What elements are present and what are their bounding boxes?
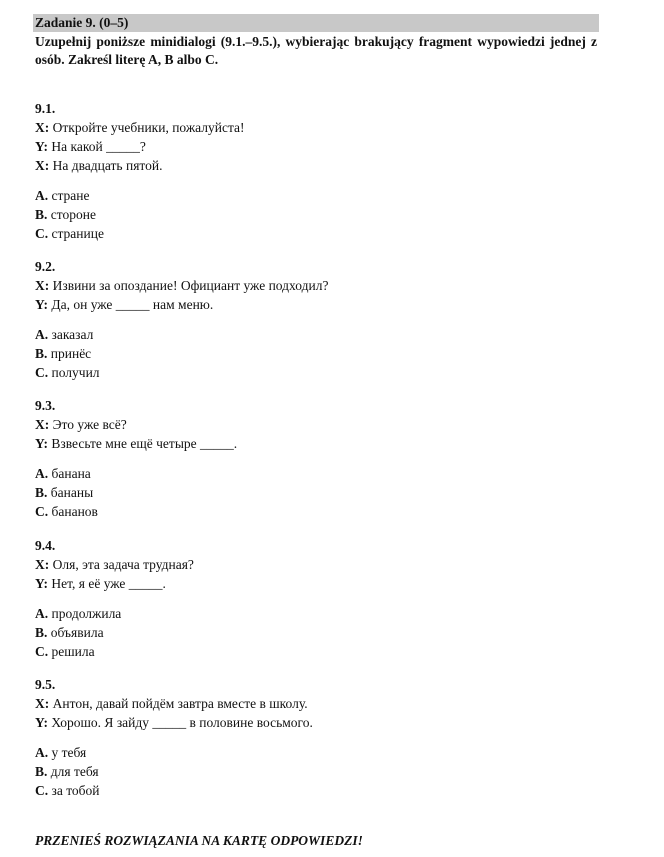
dialogue-text: Оля, эта задача трудная? xyxy=(52,557,194,572)
speaker-label: X: xyxy=(35,557,50,572)
dialogue-text: Извини за опоздание! Официант уже подходил? xyxy=(52,278,329,293)
dialogue-text: Это уже всё? xyxy=(52,417,127,432)
option-text: стране xyxy=(51,188,90,203)
answer-option-b[interactable] xyxy=(35,762,595,781)
answer-option-b[interactable] xyxy=(35,205,595,224)
option-text: бананы xyxy=(50,485,94,500)
option-text: стороне xyxy=(50,207,96,222)
dialogue-line xyxy=(35,118,595,137)
task-number: 9.3. xyxy=(35,398,56,413)
dialogue-text: Нет, я её уже _____. xyxy=(51,576,166,591)
option-text: банана xyxy=(51,466,91,481)
answer-option-b[interactable] xyxy=(35,344,595,363)
dialogue-line xyxy=(35,415,595,434)
option-letter: A. xyxy=(35,606,49,621)
option-text: решила xyxy=(51,644,95,659)
speaker-label: X: xyxy=(35,278,50,293)
speaker-label: X: xyxy=(35,696,50,711)
speaker-label: Y: xyxy=(35,715,49,730)
dialogue-text: На какой _____? xyxy=(51,139,146,154)
option-text: странице xyxy=(51,226,104,241)
dialogue-line xyxy=(35,434,595,453)
dialogue-text: Откройте учебники, пожалуйста! xyxy=(52,120,245,135)
speaker-label: X: xyxy=(35,158,50,173)
speaker-label: Y: xyxy=(35,436,49,451)
option-text: заказал xyxy=(51,327,94,342)
option-letter: C. xyxy=(35,226,49,241)
dialogue-text: Взвесьте мне ещё четыре _____. xyxy=(51,436,238,451)
answer-option-a[interactable] xyxy=(35,464,595,483)
footer-instruction: PRZENIEŚ ROZWIĄZANIA NA KARTĘ ODPOWIEDZI! xyxy=(35,833,363,848)
task-9-2 xyxy=(35,258,595,382)
option-text: получил xyxy=(51,365,100,380)
answer-option-b[interactable] xyxy=(35,483,595,502)
task-9-5 xyxy=(35,676,595,800)
dialogue-text: На двадцать пятой. xyxy=(52,158,163,173)
task-number: 9.1. xyxy=(35,101,56,116)
dialogue-line xyxy=(35,713,595,732)
option-text: принёс xyxy=(50,346,92,361)
task-title: Zadanie 9. (0–5) xyxy=(35,15,129,30)
answer-option-a[interactable] xyxy=(35,743,595,762)
option-letter: A. xyxy=(35,466,49,481)
dialogue-line xyxy=(35,555,595,574)
answer-option-c[interactable] xyxy=(35,502,595,521)
option-letter: C. xyxy=(35,365,49,380)
task-number: 9.4. xyxy=(35,538,56,553)
dialogue-line xyxy=(35,156,595,175)
dialogue-text: Да, он уже _____ нам меню. xyxy=(51,297,214,312)
option-text: для тебя xyxy=(50,764,99,779)
option-letter: A. xyxy=(35,188,49,203)
option-letter: B. xyxy=(35,346,48,361)
dialogue-text: Антон, давай пойдём завтра вместе в школу. xyxy=(52,696,308,711)
answer-option-c[interactable] xyxy=(35,363,595,382)
option-letter: A. xyxy=(35,745,49,760)
option-letter: B. xyxy=(35,485,48,500)
speaker-label: X: xyxy=(35,417,50,432)
dialogue-text: Хорошо. Я зайду _____ в половине восьмого. xyxy=(51,715,313,730)
answer-option-c[interactable] xyxy=(35,781,595,800)
answer-option-a[interactable] xyxy=(35,325,595,344)
speaker-label: Y: xyxy=(35,576,49,591)
option-text: за тобой xyxy=(51,783,100,798)
speaker-label: Y: xyxy=(35,139,49,154)
speaker-label: X: xyxy=(35,120,50,135)
speaker-label: Y: xyxy=(35,297,49,312)
option-text: продолжила xyxy=(51,606,122,621)
option-letter: C. xyxy=(35,644,49,659)
task-instruction: Uzupełnij poniższe minidialogi (9.1.–9.5.), wybierając brakujący fragment wypowiedzi jednej z osób. Zakreśl literę A, B albo C. xyxy=(35,34,597,67)
option-text: у тебя xyxy=(51,745,87,760)
dialogue-line xyxy=(35,574,595,593)
dialogue-line xyxy=(35,276,595,295)
option-text: бананов xyxy=(51,504,98,519)
task-9-1 xyxy=(35,100,595,243)
option-letter: C. xyxy=(35,783,49,798)
task-9-4 xyxy=(35,537,595,661)
option-text: объявила xyxy=(50,625,104,640)
dialogue-line xyxy=(35,137,595,156)
dialogue-line xyxy=(35,694,595,713)
option-letter: A. xyxy=(35,327,49,342)
option-letter: B. xyxy=(35,764,48,779)
answer-option-a[interactable] xyxy=(35,604,595,623)
answer-option-b[interactable] xyxy=(35,623,595,642)
answer-option-c[interactable] xyxy=(35,224,595,243)
answer-option-c[interactable] xyxy=(35,642,595,661)
option-letter: B. xyxy=(35,625,48,640)
task-number: 9.5. xyxy=(35,677,56,692)
option-letter: C. xyxy=(35,504,49,519)
task-number: 9.2. xyxy=(35,259,56,274)
task-9-3 xyxy=(35,397,595,521)
option-letter: B. xyxy=(35,207,48,222)
answer-option-a[interactable] xyxy=(35,186,595,205)
dialogue-line xyxy=(35,295,595,314)
